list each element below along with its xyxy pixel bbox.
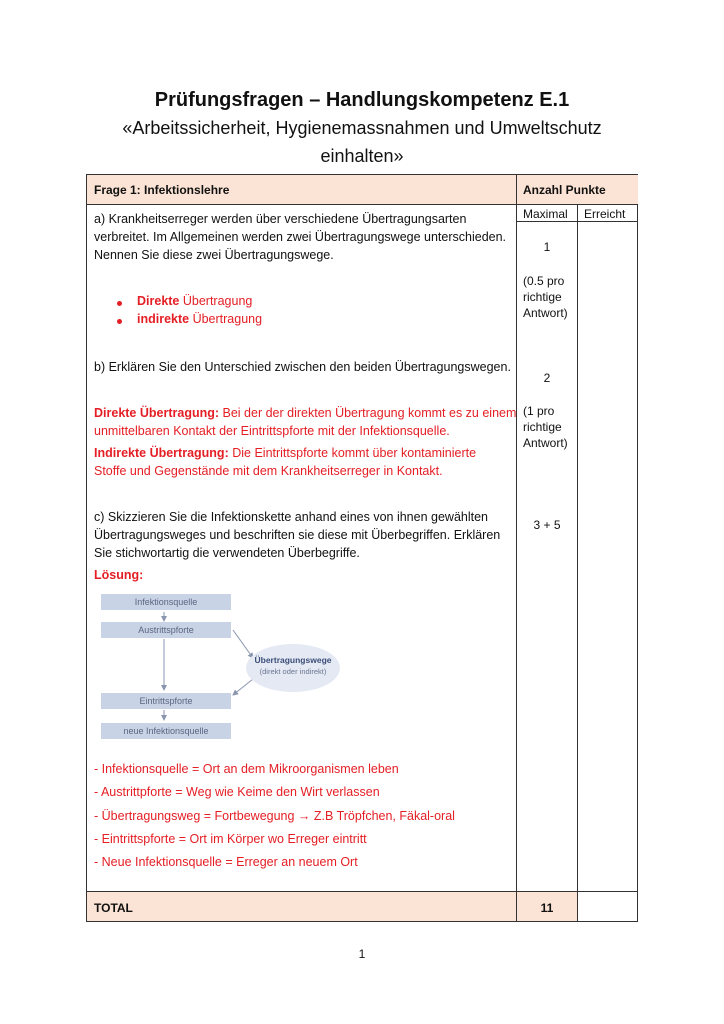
diagram-ellipse-subtitle: (direkt oder indirekt) (259, 667, 327, 676)
part-b-points: 2 (543, 371, 551, 385)
question-table (86, 174, 638, 922)
part-c-question-line2: Übertragungsweges und beschriften sie diese mit Überbegriffen. Erklären (94, 528, 501, 542)
total-shade-label (87, 892, 516, 921)
part-c-points: 3 + 5 (533, 518, 561, 532)
column-maximal: Maximal (523, 207, 568, 221)
diagram-ellipse-title: Übertragungswege (254, 655, 332, 665)
column-divider-main (516, 175, 517, 921)
diagram-box-austrittspforte: Austrittspforte (101, 622, 231, 638)
part-a-points-note-1: (0.5 pro (523, 274, 565, 288)
definition-austrittpforte: - Austrittpforte = Weg wie Keime den Wirt verlassen (94, 785, 380, 799)
page-number: 1 (358, 947, 366, 961)
total-value: 11 (540, 901, 554, 915)
part-a-points-note-3: Antwort) (523, 306, 568, 320)
arrow-wege-to-eintritt (233, 679, 253, 695)
part-a-question-line1: a) Krankheitserreger werden über verschiedene Übertragungsarten (94, 212, 467, 226)
part-b-direct-line1: Direkte Übertragung: Bei der der direkten Übertragung kommt es zu einem (94, 406, 517, 420)
part-a-answer-indirect: indirekte Übertragung (137, 312, 262, 326)
part-b-indirect-line2: Stoffe und Gegenstände mit dem Krankheitserreger in Kontakt. (94, 464, 443, 478)
total-divider (87, 891, 637, 892)
column-divider-points (577, 204, 578, 921)
part-b-points-note-3: Antwort) (523, 436, 568, 450)
page-title: Prüfungsfragen – Handlungskompetenz E.1 (154, 89, 570, 111)
definition-neue-infektionsquelle: - Neue Infektionsquelle = Erreger an neuem Ort (94, 855, 358, 869)
part-a-points: 1 (543, 240, 551, 254)
part-c-question-line1: c) Skizzieren Sie die Infektionskette anhand eines von ihnen gewählten (94, 510, 489, 524)
part-b-points-note-1: (1 pro (523, 404, 555, 418)
total-label: TOTAL (94, 901, 133, 915)
points-header: Anzahl Punkte (523, 183, 606, 197)
question-header: Frage 1: Infektionslehre (94, 183, 230, 197)
arrow-austritt-to-wege (233, 630, 253, 658)
part-a-points-note-2: richtige (523, 290, 562, 304)
part-b-question: b) Erklären Sie den Unterschied zwischen den beiden Übertragungswegen. (94, 360, 511, 374)
diagram-box-eintrittspforte: Eintrittspforte (101, 693, 231, 709)
page-subtitle-line2: einhalten» (320, 146, 404, 166)
definition-eintrittspforte: - Eintrittspforte = Ort im Körper wo Erreger eintritt (94, 832, 367, 846)
definition-uebertragungsweg: - Übertragungsweg = Fortbewegung → Z.B Tröpfchen, Fäkal-oral (94, 809, 455, 823)
part-a-answer-direct: Direkte Übertragung (137, 294, 252, 308)
part-a-question-line2: verbreitet. Im Allgemeinen werden zwei Übertragungswege unterschieden. (94, 230, 507, 244)
part-c-question-line3: Sie stichwortartig die verwendeten Überbegriffe. (94, 546, 360, 560)
part-b-direct-line2: unmittelbaren Kontakt der Eintrittspforte mit der Infektionsquelle. (94, 424, 450, 438)
definition-infektionsquelle: - Infektionsquelle = Ort an dem Mikroorganismen leben (94, 762, 399, 776)
column-erreicht: Erreicht (584, 207, 626, 221)
page-subtitle-line1: «Arbeitssicherheit, Hygienemassnahmen und Umweltschutz (122, 118, 602, 138)
part-c-solution-label: Lösung: (94, 568, 144, 582)
diagram-box-infektionsquelle: Infektionsquelle (101, 594, 231, 610)
part-b-points-note-2: richtige (523, 420, 562, 434)
diagram-box-neue-infektionsquelle: neue Infektionsquelle (101, 723, 231, 739)
part-b-indirect-line1: Indirekte Übertragung: Die Eintrittspforte kommt über kontaminierte (94, 446, 477, 460)
part-a-question-line3: Nennen Sie diese zwei Übertragungswege. (94, 248, 334, 262)
